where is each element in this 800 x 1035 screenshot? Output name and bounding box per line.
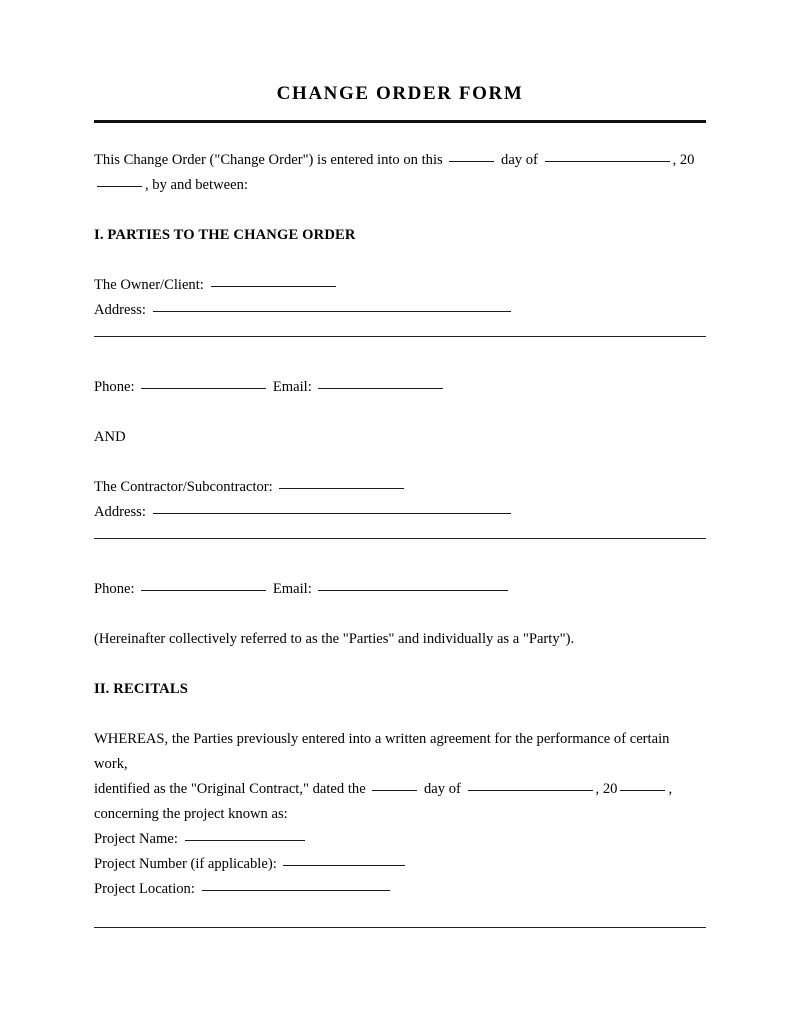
whereas-text-part5: , [668,780,673,797]
page-title: CHANGE ORDER FORM [276,83,524,104]
contractor-blank[interactable] [279,488,404,489]
contractor-address-row [94,500,706,525]
contractor-phone-blank[interactable] [141,590,266,591]
contractor-row [94,475,706,500]
owner-email-blank[interactable] [318,388,443,389]
spacer-before-section-2 [94,652,706,677]
whereas-text-part2: identified as the "Original Contract," dated the [94,780,366,797]
footer-divider [94,927,706,928]
contractor-address-blank[interactable] [153,513,511,514]
project-name-row [94,827,706,852]
project-location-row [94,877,706,902]
intro-paragraph [94,148,706,198]
recitals-month-blank[interactable] [468,790,593,791]
whereas-text-part1: WHEREAS, the Parties previously entered into a written agreement for the performance of certain work, [94,730,670,772]
owner-client-row [94,273,706,298]
document-body [94,0,706,928]
contractor-phone-label: Phone: [94,580,135,597]
intro-month-blank[interactable] [545,161,670,162]
section-heading-recitals: II. RECITALS [94,680,188,697]
spacer-after-owner-address-rule [94,337,706,362]
whereas-text-part6: concerning the project known as: [94,805,288,822]
whereas-paragraph [94,727,706,827]
contractor-label: The Contractor/Subcontractor: [94,478,273,495]
owner-address-row [94,298,706,323]
project-location-blank[interactable] [202,890,390,891]
owner-address-blank[interactable] [153,311,511,312]
intro-text-part2: day of [501,151,538,168]
and-separator: AND [94,428,126,445]
project-number-row [94,852,706,877]
spacer-after-contractor-address-rule [94,539,706,564]
project-name-blank[interactable] [185,840,305,841]
spacer-before-hereinafter [94,602,706,627]
spacer-after-and [94,450,706,475]
project-number-label: Project Number (if applicable): [94,855,277,872]
recitals-day-blank[interactable] [372,790,417,791]
owner-phone-blank[interactable] [141,388,266,389]
spacer-after-owner-address-rule-2 [94,362,706,375]
owner-email-label: Email: [272,378,312,395]
contractor-contact-row [94,577,706,602]
spacer-before-footer-rule [94,902,706,927]
contractor-email-label: Email: [272,580,312,597]
spacer-before-contractor-address-rule [94,525,706,538]
intro-text-part1: This Change Order ("Change Order") is entered into on this [94,151,443,168]
spacer-before-owner-address-rule [94,323,706,336]
owner-client-blank[interactable] [211,286,336,287]
contractor-address-label: Address: [94,503,146,520]
project-location-label: Project Location: [94,880,195,897]
owner-phone-label: Phone: [94,378,135,395]
intro-text-part4: , by and between: [145,176,248,193]
hereinafter-note: (Hereinafter collectively referred to as the "Parties" and individually as a "Party"). [94,630,575,647]
spacer-before-and [94,400,706,425]
owner-address-label: Address: [94,301,146,318]
project-name-label: Project Name: [94,830,178,847]
whereas-text-part3: day of [424,780,461,797]
spacer-after-section-1-heading [94,248,706,273]
project-number-blank[interactable] [283,865,405,866]
spacer-after-contractor-address-rule-2 [94,564,706,577]
spacer-after-section-2-heading [94,702,706,727]
section-heading-parties: I. PARTIES TO THE CHANGE ORDER [94,226,356,243]
owner-contact-row [94,375,706,400]
contractor-email-blank[interactable] [318,590,508,591]
owner-client-label: The Owner/Client: [94,276,204,293]
whereas-text-part4: , 20 [595,780,618,797]
recitals-year-blank[interactable] [620,790,665,791]
intro-year-blank[interactable] [97,186,142,187]
intro-text-part3: , 20 [672,151,695,168]
spacer-before-section-1 [94,198,706,223]
spacer-after-header [94,123,706,148]
intro-day-blank[interactable] [449,161,494,162]
